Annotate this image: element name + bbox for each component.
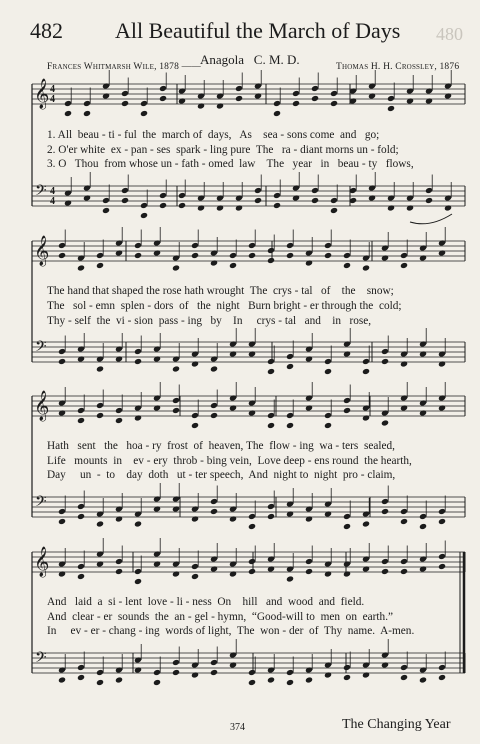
note-head (267, 513, 275, 520)
lyric-line: 3. O Thou from whose un - fath - omed law The year in beau - ty flows, (47, 158, 414, 170)
note-head (77, 264, 85, 271)
note-head (381, 508, 389, 515)
note-head (58, 518, 66, 525)
note-head (134, 358, 142, 365)
note-head (210, 565, 218, 572)
note-head (324, 510, 332, 517)
note-head (229, 515, 237, 522)
note-head (267, 257, 275, 264)
note-head (248, 679, 256, 686)
note-head (438, 518, 446, 525)
note-head (248, 523, 256, 530)
note-head (210, 669, 218, 676)
note-head (172, 505, 180, 512)
note-head (229, 661, 237, 668)
note-head (248, 252, 256, 259)
note-head (197, 102, 205, 109)
note-head (406, 204, 414, 211)
composer-credit: Thomas H. H. Crossley, 1876 (336, 62, 460, 72)
lyric-line: Day un - to day doth ut - ter speech, And night to night pro - claim, (47, 469, 396, 481)
note-head (83, 194, 91, 201)
note-head (248, 568, 256, 575)
note-head (400, 404, 408, 411)
note-head (115, 515, 123, 522)
note-head (419, 565, 427, 572)
note-head (235, 204, 243, 211)
note-head (438, 249, 446, 256)
note-head (210, 365, 218, 372)
note-head (343, 262, 351, 269)
note-head (305, 515, 313, 522)
note-head (96, 679, 104, 686)
note-head (343, 350, 351, 357)
note-head (140, 110, 148, 117)
bass-clef-icon: 𝄢 (35, 338, 47, 359)
note-head (102, 207, 110, 214)
note-head (330, 100, 338, 107)
hymn-title: All Beautiful the March of Days (115, 18, 401, 43)
note-head (286, 422, 294, 429)
tie-curve (410, 214, 452, 224)
note-head (286, 575, 294, 582)
note-head (153, 249, 161, 256)
note-head (419, 523, 427, 530)
note-head (115, 355, 123, 362)
note-head (134, 414, 142, 421)
note-head (330, 207, 338, 214)
note-head (191, 515, 199, 522)
note-head (273, 110, 281, 117)
note-head (368, 194, 376, 201)
note-head (115, 417, 123, 424)
time-signature: 4 (50, 94, 55, 105)
note-head (381, 568, 389, 575)
note-head (362, 520, 370, 527)
note-head (425, 197, 433, 204)
note-head (178, 97, 186, 104)
note-head (77, 355, 85, 362)
time-signature: 4 (50, 186, 55, 197)
note-head (311, 197, 319, 204)
note-head (191, 252, 199, 259)
note-head (121, 197, 129, 204)
note-head (438, 404, 446, 411)
note-head (305, 259, 313, 266)
note-head (140, 212, 148, 219)
lyric-line: And laid a si - lent love - li - ness On hill and wood and field. (47, 596, 365, 608)
hymn-number: 482 (30, 18, 63, 43)
note-head (96, 412, 104, 419)
note-head (172, 407, 180, 414)
note-head (343, 523, 351, 530)
note-head (267, 422, 275, 429)
note-head (58, 409, 66, 416)
lyric-line: And clear - er sounds the an - gel - hymn, “Good-will to men on earth.” (47, 611, 394, 623)
note-head (159, 95, 167, 102)
note-head (64, 110, 72, 117)
note-head (115, 568, 123, 575)
note-head (286, 363, 294, 370)
bass-clef-icon: 𝄢 (35, 649, 47, 670)
note-head (178, 202, 186, 209)
note-head (153, 355, 161, 362)
note-head (115, 249, 123, 256)
note-head (362, 264, 370, 271)
lyric-line: The hand that shaped the rose hath wrought The crys - tal of the snow; (47, 285, 394, 297)
treble-clef-icon: 𝄞 (34, 79, 50, 109)
note-head (96, 560, 104, 567)
note-head (311, 95, 319, 102)
note-head (267, 368, 275, 375)
note-head (159, 202, 167, 209)
lyric-line: Hath sent the hoa - ry frost of heaven, The flow - ing wa - ters sealed, (47, 440, 396, 452)
note-head (210, 259, 218, 266)
note-head (305, 404, 313, 411)
note-head (292, 100, 300, 107)
note-head (134, 666, 142, 673)
note-head (121, 100, 129, 107)
note-head (115, 676, 123, 683)
note-head (58, 358, 66, 365)
note-head (419, 409, 427, 416)
note-head (134, 578, 142, 585)
note-head (172, 264, 180, 271)
note-head (191, 573, 199, 580)
note-head (324, 671, 332, 678)
note-head (77, 573, 85, 580)
note-head (210, 412, 218, 419)
note-head (191, 360, 199, 367)
note-head (58, 676, 66, 683)
note-head (400, 262, 408, 269)
note-head (216, 102, 224, 109)
note-head (381, 358, 389, 365)
note-head (134, 520, 142, 527)
bass-clef-icon: 𝄢 (35, 493, 47, 514)
note-head (286, 252, 294, 259)
note-head (438, 674, 446, 681)
note-head (229, 404, 237, 411)
note-head (254, 197, 262, 204)
lyric-line: The sol - emn splen - dors of the night Burn bright - er through the cold; (47, 300, 402, 312)
note-head (362, 414, 370, 421)
note-head (96, 262, 104, 269)
lyric-line: 2. O'er white ex - pan - ses spark - ling pure The ra - diant morns un - fold; (47, 144, 399, 156)
note-head (229, 350, 237, 357)
note-head (254, 92, 262, 99)
note-head (438, 563, 446, 570)
note-head (191, 671, 199, 678)
section-title: The Changing Year (342, 717, 451, 732)
note-head (172, 365, 180, 372)
bleed-through-number: 480 (436, 24, 463, 44)
note-head (324, 422, 332, 429)
lyric-line: In ev - er - chang - ing words of light, The won - der of Thy name. A-men. (47, 625, 415, 637)
note-head (235, 95, 243, 102)
note-head (210, 508, 218, 515)
note-head (248, 409, 256, 416)
note-head (419, 254, 427, 261)
treble-clef-icon: 𝄞 (34, 391, 50, 421)
note-head (362, 368, 370, 375)
time-signature: 4 (50, 196, 55, 207)
note-head (305, 676, 313, 683)
note-head (419, 676, 427, 683)
note-head (248, 350, 256, 357)
note-head (362, 671, 370, 678)
note-head (400, 674, 408, 681)
lyric-line: Life mounts in ev - ery throb - bing vein, Love deep - ens round the hearth, (47, 455, 412, 467)
note-head (153, 679, 161, 686)
note-head (381, 661, 389, 668)
note-head (400, 568, 408, 575)
note-head (343, 570, 351, 577)
note-head (216, 204, 224, 211)
bass-clef-icon: 𝄢 (35, 182, 47, 203)
note-head (267, 676, 275, 683)
note-head (343, 407, 351, 414)
note-head (273, 202, 281, 209)
note-head (400, 360, 408, 367)
note-head (362, 565, 370, 572)
note-head (96, 520, 104, 527)
note-head (153, 404, 161, 411)
note-head (77, 674, 85, 681)
note-head (229, 262, 237, 269)
note-head (419, 350, 427, 357)
tune-name: Anagola (200, 52, 245, 67)
time-signature: 4 (50, 84, 55, 95)
lyric-line: 1. All beau - ti - ful the march of days, As sea - sons come and go; (47, 129, 380, 141)
treble-clef-icon: 𝄞 (34, 547, 50, 577)
treble-clef-icon: 𝄞 (34, 236, 50, 266)
note-head (387, 105, 395, 112)
note-head (400, 518, 408, 525)
note-head (387, 204, 395, 211)
note-head (444, 204, 452, 211)
note-head (83, 110, 91, 117)
author-credit: Frances Whitmarsh Wile, 1878 —— (47, 62, 202, 72)
note-head (324, 368, 332, 375)
note-head (191, 422, 199, 429)
note-head (381, 419, 389, 426)
note-head (153, 505, 161, 512)
note-head (229, 570, 237, 577)
note-head (77, 513, 85, 520)
lyric-line: Thy - self the vi - sion pass - ing by In crys - tal and in rose, (47, 315, 372, 327)
note-head (286, 510, 294, 517)
note-head (324, 570, 332, 577)
note-head (438, 360, 446, 367)
note-head (172, 669, 180, 676)
note-head (96, 365, 104, 372)
note-head (267, 565, 275, 572)
note-head (381, 254, 389, 261)
note-head (172, 570, 180, 577)
note-head (368, 92, 376, 99)
note-head (134, 252, 142, 259)
note-head (102, 92, 110, 99)
note-head (197, 204, 205, 211)
note-head (286, 679, 294, 686)
note-head (64, 199, 72, 206)
note-head (406, 97, 414, 104)
note-head (58, 252, 66, 259)
note-head (305, 568, 313, 575)
note-head (292, 194, 300, 201)
note-head (444, 92, 452, 99)
note-head (324, 252, 332, 259)
note-head (305, 355, 313, 362)
meter: C. M. D. (253, 52, 300, 67)
page-number: 374 (230, 722, 245, 733)
note-head (343, 674, 351, 681)
note-head (77, 417, 85, 424)
note-head (58, 570, 66, 577)
note-head (425, 97, 433, 104)
note-head (153, 560, 161, 567)
